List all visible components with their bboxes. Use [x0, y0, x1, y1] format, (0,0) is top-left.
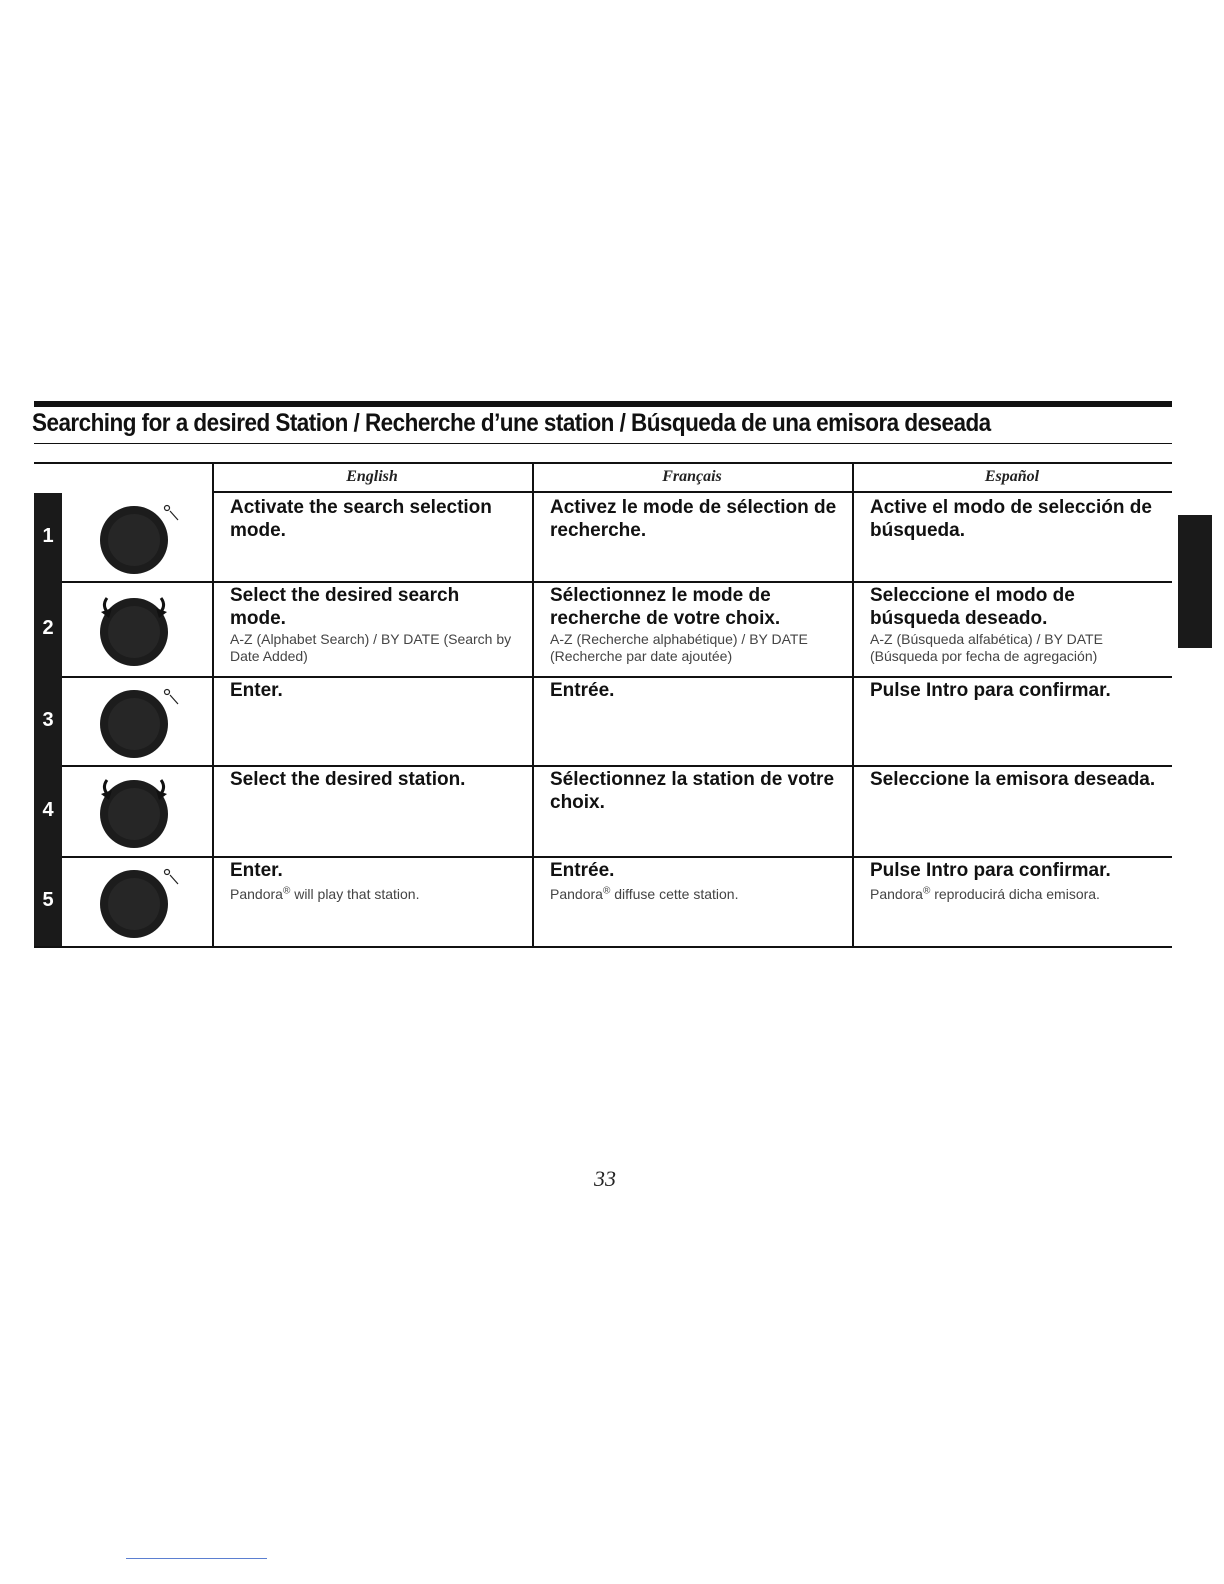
rotate-knob-icon: [79, 766, 189, 856]
knob-face: [108, 698, 160, 750]
brand-name: Pandora: [550, 886, 603, 902]
note-text: will play that station.: [290, 886, 420, 902]
rotate-knob-icon: [79, 584, 189, 674]
column-divider-2: [532, 462, 534, 948]
enter-mark-line: [170, 695, 178, 704]
step-5-french-note: [550, 886, 840, 903]
step-5-french-text: Entrée.: [550, 860, 615, 881]
step-2-french-note: A-Z (Recherche alphabétique) / BY DATE (Recherche par date ajoutée): [550, 631, 808, 664]
column-divider-1: [212, 462, 214, 948]
step-number: 3: [42, 708, 54, 731]
step-2-french-text: Sélectionnez le mode de recherche de votre choix.: [550, 585, 781, 629]
step-1-spanish-text: Active el modo de selección de búsqueda.: [870, 497, 1152, 541]
step-2-spanish-text: Seleccione el modo de búsqueda deseado.: [870, 585, 1075, 629]
note-text: diffuse cette station.: [610, 886, 739, 902]
step-3-english-text: Enter.: [230, 680, 283, 701]
row-divider-3: [34, 765, 1172, 767]
enter-mark-line: [170, 511, 178, 520]
header-french: Français: [662, 468, 722, 485]
knob-face: [108, 514, 160, 566]
section-tab: [1178, 515, 1212, 648]
knob-face: [108, 878, 160, 930]
row-divider-2: [34, 676, 1172, 678]
step-5-spanish-note: [870, 886, 1160, 903]
step-number: 4: [42, 798, 54, 821]
steps-table: [34, 462, 1172, 948]
step-number: 2: [42, 616, 54, 639]
registered-mark: ®: [602, 885, 611, 897]
step-1-english-text: Activate the search selection mode.: [230, 497, 492, 541]
step-4-french-text: Sélectionnez la station de votre choix.: [550, 769, 835, 813]
row-divider-1: [34, 581, 1172, 583]
row-divider-5: [34, 946, 1172, 948]
enter-knob-icon: [79, 856, 189, 946]
step-2-english-note: A-Z (Alphabet Search) / BY DATE (Search by Date Added): [230, 631, 512, 664]
registered-mark: ®: [282, 885, 291, 897]
row-divider-4: [34, 856, 1172, 858]
step-2-english-text: Select the desired search mode.: [230, 585, 460, 629]
enter-knob-icon: [79, 492, 189, 582]
note-text: reproducirá dicha emisora.: [930, 886, 1100, 902]
step-5-spanish-text: Pulse Intro para confirmar.: [870, 860, 1111, 881]
header-english: English: [346, 468, 398, 485]
enter-mark-line: [170, 875, 178, 884]
registered-mark: ®: [922, 885, 931, 897]
enter-mark: [165, 506, 170, 511]
step-3-french-text: Entrée.: [550, 680, 615, 701]
step-4-spanish-text: Seleccione la emisora deseada.: [870, 769, 1156, 790]
page-title: Searching for a desired Station / Recherche d’une station / Búsqueda de una emisora deseada: [32, 409, 991, 437]
step-number: 1: [42, 525, 54, 547]
page-number: 33: [594, 1166, 616, 1191]
step-3-spanish-text: Pulse Intro para confirmar.: [870, 680, 1111, 701]
knob-face: [108, 788, 160, 840]
step-1-french-text: Activez le mode de sélection de recherche.: [550, 497, 837, 541]
brand-name: Pandora: [230, 886, 283, 902]
step-4-english-text: Select the desired station.: [230, 769, 466, 790]
knob-face: [108, 606, 160, 658]
enter-mark: [165, 870, 170, 875]
header-bottom-rule: [212, 491, 1172, 493]
brand-name: Pandora: [870, 886, 923, 902]
table-top-rule: [34, 462, 1172, 464]
header-spanish: Español: [984, 468, 1040, 485]
step-5-english-note: [230, 886, 520, 903]
enter-knob-icon: [79, 676, 189, 766]
step-number: 5: [42, 889, 54, 911]
header-bottom-rule: [34, 443, 1172, 444]
bottom-line: [126, 1558, 267, 1559]
step-5-english-text: Enter.: [230, 860, 283, 881]
enter-mark: [165, 689, 170, 694]
column-divider-3: [852, 462, 854, 948]
step-2-spanish-note: A-Z (Búsqueda alfabética) / BY DATE (Búsqueda por fecha de agregación): [870, 631, 1103, 664]
